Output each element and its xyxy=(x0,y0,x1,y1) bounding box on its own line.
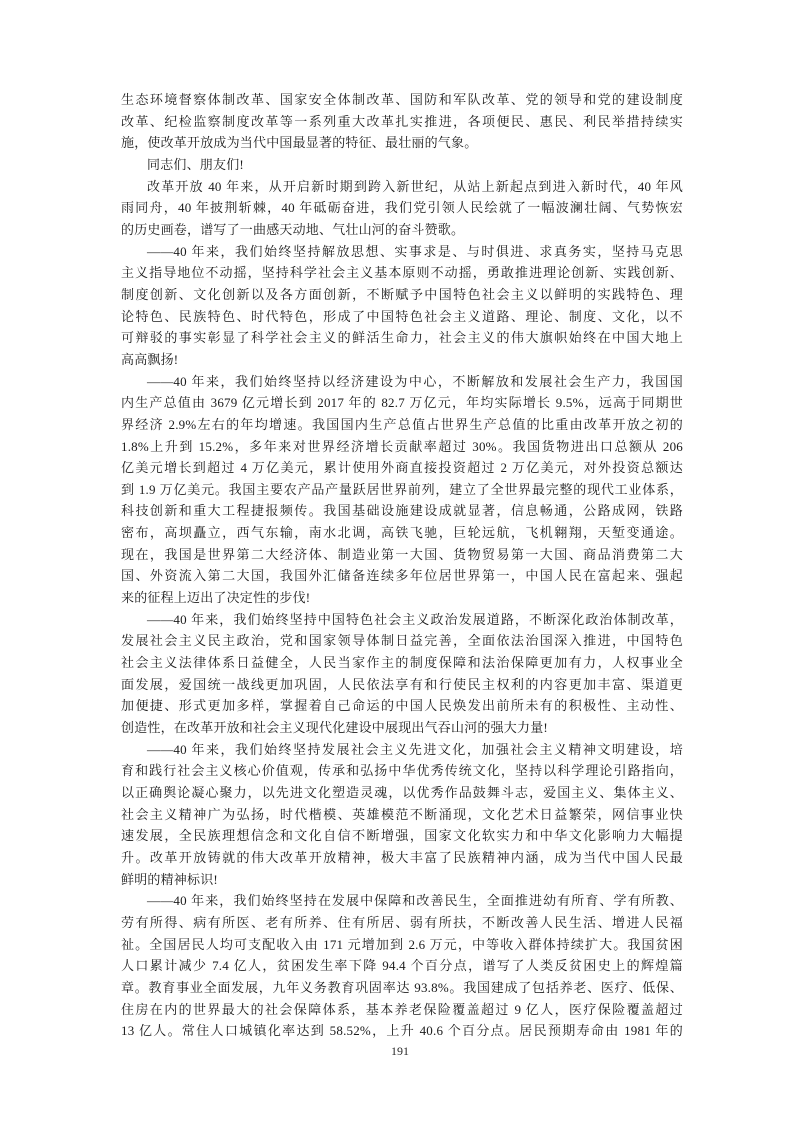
text-line: 国、外资流入第二大国，我国外汇储备连续多年位居世界第一，中国人民在富起来、强起 xyxy=(121,568,683,584)
text-line: 雨同舟，40 年披荆斩棘，40 年砥砺奋进，我们党引领人民绘就了一幅波澜壮阔、气势恢宏 xyxy=(121,200,683,216)
text-line: ——40 年来，我们始终坚持解放思想、实事求是、与时俱进、求真务实，坚持马克思 xyxy=(147,243,683,259)
text-line: 制度创新、文化创新以及各方面创新，不断赋予中国特色社会主义以鲜明的实践特色、理 xyxy=(121,286,683,302)
text-line: 施，使改革开放成为当代中国最显著的特征、最壮丽的气象。 xyxy=(121,135,478,151)
page-number: 191 xyxy=(391,1044,409,1058)
paragraph xyxy=(121,176,683,241)
paragraph xyxy=(121,241,683,371)
text-line: 同志们、朋友们! xyxy=(147,156,244,172)
text-line: 生态环境督察体制改革、国家安全体制改革、国防和军队改革、党的领导和党的建设制度 xyxy=(121,92,683,107)
text-line: 密布，高坝矗立，西气东输，南水北调，高铁飞驰，巨轮远航，飞机翱翔，天堑变通途。 xyxy=(121,525,683,541)
text-line: 到 1.9 万亿美元。我国主要农产品产量跃居世界前列，建立了全世界最完整的现代工业体系， xyxy=(121,481,683,497)
paragraph xyxy=(121,89,683,154)
text-line: 来的征程上迈出了决定性的步伐! xyxy=(121,590,311,606)
text-line: 创造性，在改革开放和社会主义现代化建设中展现出气吞山河的强大力量! xyxy=(121,720,548,736)
text-line: 可辩驳的事实彰显了科学社会主义的鲜活生命力，社会主义的伟大旗帜始终在中国大地上 xyxy=(121,330,683,346)
text-line: 内生产总值由 3679 亿元增长到 2017 年的 82.7 万亿元，年均实际增长 9.5%，远高于同期世 xyxy=(121,395,683,411)
text-line: 的历史画卷，谱写了一曲感天动地、气壮山河的奋斗赞歌。 xyxy=(121,221,465,237)
text-line: 亿美元增长到超过 4 万亿美元，累计使用外商直接投资超过 2 万亿美元，对外投资总额达 xyxy=(121,460,683,476)
paragraph xyxy=(121,371,683,609)
text-line: 1.8%上升到 15.2%，多年来对世界经济增长贡献率超过 30%。我国货物进出口总额从 206 xyxy=(121,438,683,454)
text-line: 住房在内的世界最大的社会保障体系，基本养老保险覆盖超过 9 亿人，医疗保险覆盖超过 xyxy=(121,1001,683,1017)
text-line: ——40 年来，我们始终坚持以经济建设为中心，不断解放和发展社会生产力，我国国 xyxy=(147,373,683,389)
paragraph xyxy=(121,890,683,1042)
document-body xyxy=(121,89,683,1042)
text-line: 界经济 2.9%左右的年均增速。我国国内生产总值占世界生产总值的比重由改革开放之初的 xyxy=(121,416,683,432)
text-line: 加便捷、形式更加多样，掌握着自己命运的中国人民焕发出前所未有的积极性、主动性、 xyxy=(121,698,683,714)
text-line: 鲜明的精神标识! xyxy=(121,871,218,887)
paragraph xyxy=(121,154,683,176)
text-line: 发展社会主义民主政治，党和国家领导体制日益完善，全面依法治国深入推进，中国特色 xyxy=(121,633,683,649)
text-line: 以正确舆论凝心聚力，以先进文化塑造灵魂，以优秀作品鼓舞斗志，爱国主义、集体主义、 xyxy=(121,785,683,800)
text-line: 社会主义法律体系日益健全，人民当家作主的制度保障和法治保障更加有力，人权事业全 xyxy=(121,655,683,671)
text-line: 论特色、民族特色、时代特色，形成了中国特色社会主义道路、理论、制度、文化，以不 xyxy=(121,308,683,324)
text-line: 高高飘扬! xyxy=(121,351,179,367)
text-line: ——40 年来，我们始终坚持在发展中保障和改善民生，全面推进幼有所育、学有所教、 xyxy=(147,893,683,909)
paragraph xyxy=(121,739,683,891)
text-line: ——40 年来，我们始终坚持中国特色社会主义政治发展道路，不断深化政治体制改革， xyxy=(147,611,683,627)
text-line: 人口累计减少 7.4 亿人，贫困发生率下降 94.4 个百分点，谱写了人类反贫困史上的辉煌篇 xyxy=(121,958,683,974)
text-line: 速发展，全民族理想信念和文化自信不断增强，国家文化软实力和中华文化影响力大幅提 xyxy=(121,828,683,844)
text-line: ——40 年来，我们始终坚持发展社会主义先进文化，加强社会主义精神文明建设，培 xyxy=(147,741,683,757)
text-line: 社会主义精神广为弘扬，时代楷模、英雄模范不断涌现，文化艺术日益繁荣，网信事业快 xyxy=(121,806,683,822)
text-line: 升。改革开放铸就的伟大改革开放精神，极大丰富了民族精神内涵，成为当代中国人民最 xyxy=(121,849,683,865)
text-line: 改革、纪检监察制度改革等一系列重大改革扎实推进，各项便民、惠民、利民举措持续实 xyxy=(121,113,683,129)
text-line: 祉。全国居民人均可支配收入由 171 元增加到 2.6 万元，中等收入群体持续扩大。我国贫困 xyxy=(121,936,683,952)
paragraph xyxy=(121,609,683,739)
text-line: 主义指导地位不动摇，坚持科学社会主义基本原则不动摇，勇敢推进理论创新、实践创新、 xyxy=(121,265,683,281)
text-line: 现在，我国是世界第二大经济体、制造业第一大国、货物贸易第一大国、商品消费第二大 xyxy=(121,546,683,562)
text-line: 科技创新和重大工程捷报频传。我国基础设施建设成就显著，信息畅通，公路成网，铁路 xyxy=(121,503,683,519)
text-line: 改革开放 40 年来，从开启新时期到跨入新世纪，从站上新起点到进入新时代，40 年风 xyxy=(147,178,683,194)
text-line: 育和践行社会主义核心价值观，传承和弘扬中华优秀传统文化，坚持以科学理论引路指向， xyxy=(121,763,683,779)
text-line: 劳有所得、病有所医、老有所养、住有所居、弱有所扶，不断改善人民生活、增进人民福 xyxy=(121,914,683,930)
text-line: 13 亿人。常住人口城镇化率达到 58.52%，上升 40.6 个百分点。居民预期寿命由 1981 年的 xyxy=(121,1023,683,1039)
text-line: 面发展，爱国统一战线更加巩固，人民依法享有和行使民主权利的内容更加丰富、渠道更 xyxy=(121,676,683,692)
text-line: 章。教育事业全面发展，九年义务教育巩固率达 93.8%。我国建成了包括养老、医疗、低保、 xyxy=(121,979,683,995)
